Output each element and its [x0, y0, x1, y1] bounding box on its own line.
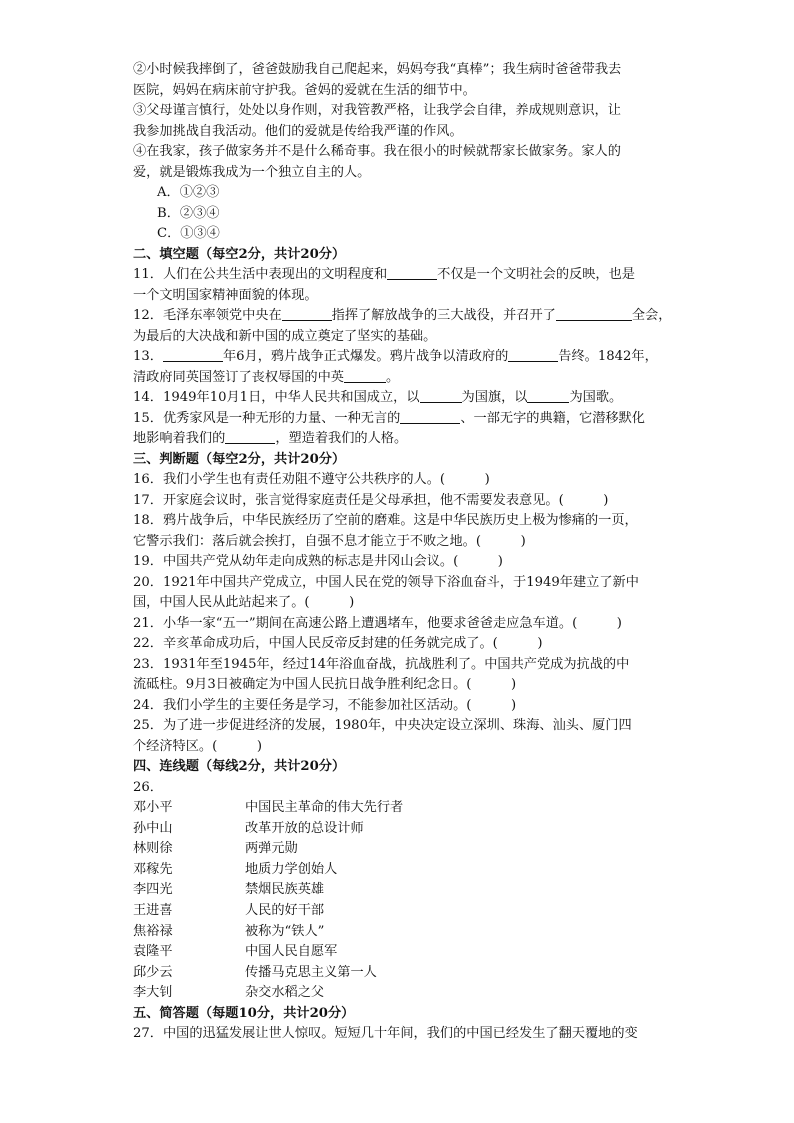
q13-text-e: 。 [386, 369, 400, 385]
matching-row [133, 901, 663, 922]
option-4-line-1: ④在我家，孩子做家务并不是什么稀奇事。我在很小的时候就帮家长做家务。家人的 [133, 144, 621, 159]
q15-text-a: 15．优秀家风是一种无形的力量、一种无言的 [133, 410, 401, 426]
matching-person: 孙中山 [133, 820, 173, 836]
matching-person: 邓小平 [133, 800, 173, 815]
matching-person: 邓稼先 [133, 861, 173, 877]
matching-description: 地质力学创始人 [245, 861, 338, 877]
q14-text-c: 为国歌。 [569, 390, 623, 405]
section-4-heading: 四、连线题（每线2分，共计20分） [133, 759, 346, 774]
answer-blank [225, 429, 275, 444]
question-13-line-2 [133, 368, 663, 389]
q15-text-d: ，塑造着我们的人格。 [275, 431, 408, 446]
exam-page [133, 60, 672, 1045]
answer-blank [282, 306, 332, 321]
question-17: 17．开家庭会议时，张言觉得家庭责任是父母承担，他不需要发表意见。( ) [133, 492, 609, 508]
question-18-line-1: 18．鸦片战争后，中华民族经历了空前的磨难。这是中华民族历史上极为惨痛的一页， [133, 513, 638, 528]
question-20-line-1: 20．1921年中国共产党成立，中国人民在党的领导下浴血奋斗，于1949年建立了新中 [133, 574, 639, 590]
matching-description: 中国民主革命的伟大先行者 [245, 800, 404, 815]
q11-text-a: 11．人们在公共生活中表现出的文明程度和 [133, 267, 388, 282]
question-16: 16．我们小学生也有责任劝阻不遵守公共秩序的人。( ) [133, 472, 490, 487]
matching-row [133, 798, 663, 819]
matching-person: 邱少云 [133, 964, 173, 980]
matching-row [133, 942, 663, 963]
question-23-line-1: 23．1931年至1945年，经过14年浴血奋战，抗战胜利了。中国共产党成为抗战的中 [133, 656, 630, 672]
matching-person: 焦裕禄 [133, 923, 173, 939]
answer-blank [387, 265, 437, 280]
matching-description: 人民的好干部 [245, 902, 325, 918]
question-23-line-2: 流砥柱。9月3日被确定为中国人民抗日战争胜利纪念日。( ) [133, 677, 517, 692]
question-15-line-2 [133, 429, 663, 450]
question-12-line-1 [133, 306, 672, 327]
question-14 [133, 388, 663, 409]
q15-text-c: 地影响着我们的 [133, 431, 226, 446]
matching-person: 李四光 [133, 882, 173, 898]
option-3-line-1: ③父母谨言慎行，处处以身作则，对我管教严格，让我学会自律，养成规则意识，让 [133, 103, 621, 118]
section-2-heading: 二、填空题（每空2分，共计20分） [133, 246, 346, 262]
q14-text-b: 为国旗，以 [461, 390, 528, 405]
choice-c: C．①③④ [157, 226, 220, 241]
matching-row [133, 819, 663, 840]
section-5-heading: 五、简答题（每题10分，共计20分） [133, 1005, 355, 1021]
matching-row [133, 839, 663, 860]
option-2-line-1: ②小时候我摔倒了，爸爸鼓励我自己爬起来，妈妈夸我“真棒”；我生病时爸爸带我去 [133, 62, 622, 77]
matching-person: 王进喜 [133, 902, 173, 918]
answer-blank [556, 306, 632, 321]
q12-text-b: 指挥了解放战争的三大战役，并召开了 [331, 308, 556, 323]
q13-text-d: 清政府同英国签订了丧权辱国的中英 [133, 369, 344, 385]
question-18-line-2: 它警示我们：落后就会挨打，自强不息才能立于不败之地。( ) [133, 533, 526, 549]
matching-description: 被称为“铁人” [245, 923, 325, 939]
matching-row [133, 983, 663, 1004]
question-25-line-1: 25．为了进一步促进经济的发展，1980年，中央决定设立深圳、珠海、汕头、厦门四 [133, 718, 632, 733]
matching-description: 传播马克思主义第一人 [245, 964, 377, 980]
option-2-line-2: 医院，妈妈在病床前守护我。爸妈的爱就在生活的细节中。 [133, 82, 476, 98]
matching-person: 林则徐 [133, 841, 173, 857]
matching-person: 袁隆平 [133, 944, 173, 960]
choice-a: A．①②③ [157, 185, 220, 200]
matching-description: 禁烟民族英雄 [245, 882, 325, 898]
option-4-line-2: 爱，就是锻炼我成为一个独立自主的人。 [133, 164, 371, 180]
q12-text-a: 12．毛泽东率领党中央在 [133, 308, 282, 323]
q12-text-c: 全会， [631, 308, 672, 323]
answer-blank [163, 347, 223, 362]
matching-description: 改革开放的总设计师 [245, 820, 364, 836]
question-19: 19．中国共产党从幼年走向成熟的标志是井冈山会议。( ) [133, 554, 503, 569]
q11-text-b: 不仅是一个文明社会的反映，也是 [437, 267, 635, 282]
matching-row [133, 860, 663, 881]
question-11-line-2: 一个文明国家精神面貌的体现。 [133, 287, 318, 303]
answer-blank [508, 347, 558, 362]
answer-blank [400, 409, 460, 424]
option-3-line-2: 我参加挑战自我活动。他们的爱就是传给我严谨的作风。 [133, 123, 463, 139]
matching-person: 李大钊 [133, 985, 173, 1001]
question-15-line-1 [133, 409, 663, 430]
answer-blank [344, 368, 386, 383]
question-27-line-1: 27．中国的迅猛发展让世人惊叹。短短几十年间，我们的中国已经发生了翻天覆地的变 [133, 1026, 638, 1042]
matching-description: 中国人民自愿军 [245, 944, 338, 960]
question-11-line-1 [133, 265, 663, 286]
matching-row [133, 963, 663, 984]
q13-text-b: 年6月，鸦片战争正式爆发。鸦片战争以清政府的 [222, 349, 509, 364]
q13-text-c: 告终。1842年， [558, 349, 658, 364]
question-26-number: 26． [133, 779, 163, 795]
q14-text-a: 14．1949年10月1日，中华人民共和国成立，以 [133, 390, 420, 405]
answer-blank [527, 388, 569, 403]
matching-list [133, 798, 663, 1004]
question-13-line-1 [133, 347, 663, 368]
matching-description: 两弹元勋 [245, 841, 298, 857]
question-12-line-2: 为最后的大决战和新中国的成立奠定了坚实的基础。 [133, 328, 437, 344]
q15-text-b: 、一部无字的典籍，它潜移默化 [460, 410, 645, 426]
question-25-line-2: 个经济特区。( ) [133, 738, 262, 754]
matching-row [133, 922, 663, 943]
matching-row [133, 880, 663, 901]
question-22: 22．辛亥革命成功后，中国人民反帝反封建的任务就完成了。( ) [133, 636, 543, 651]
question-24: 24．我们小学生的主要任务是学习，不能参加社区活动。( ) [133, 697, 517, 713]
answer-blank [420, 388, 462, 403]
question-20-line-2: 国，中国人民从此站起来了。( ) [133, 595, 355, 610]
choice-b: B．②③④ [157, 205, 220, 221]
question-21: 21．小华一家“五一”期间在高速公路上遭遇堵车，他要求爸爸走应急车道。( ) [133, 615, 622, 631]
q13-text-a: 13． [133, 349, 163, 364]
matching-description: 杂交水稻之父 [245, 985, 325, 1001]
section-3-heading: 三、判断题（每空2分，共计20分） [133, 451, 346, 467]
